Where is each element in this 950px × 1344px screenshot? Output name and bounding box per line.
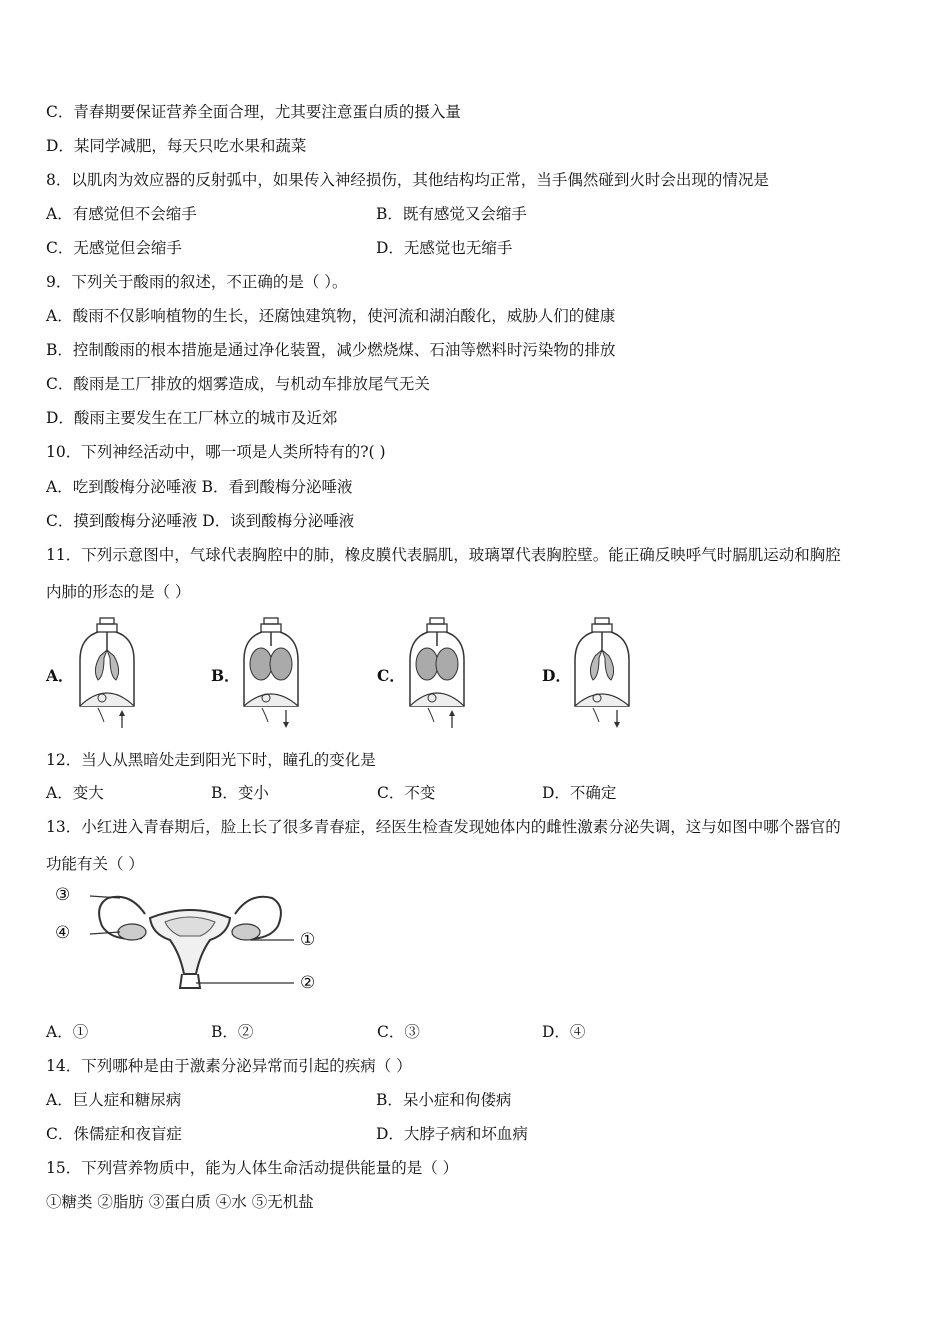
q9-option-b: B．控制酸雨的根本措施是通过净化装置，减少燃烧煤、石油等燃料时污染物的排放	[46, 341, 616, 359]
female-reproductive-diagram	[50, 884, 330, 998]
bell-jar-figure-d	[571, 616, 635, 730]
q14-option-d: D．大脖子病和坏血病	[376, 1125, 528, 1143]
q14-option-b: B．呆小症和佝偻病	[376, 1091, 512, 1109]
q9-option-c: C．酸雨是工厂排放的烟雾造成，与机动车排放尾气无关	[46, 375, 430, 393]
q8-option-d: D．无感觉也无缩手	[376, 239, 513, 257]
option-d-line: D．某同学减肥，每天只吃水果和蔬菜	[46, 137, 307, 155]
q9-option-d: D．酸雨主要发生在工厂林立的城市及近郊	[46, 409, 338, 427]
question-11: 11．下列示意图中，气球代表胸腔中的肺，橡皮膜代表膈肌，玻璃罩代表胸腔壁。能正确反映呼气时膈肌运动和胸腔	[46, 546, 841, 564]
bell-jar-figure-a	[76, 616, 140, 730]
diagram-label-3: ③	[55, 885, 71, 905]
question-9: 9．下列关于酸雨的叙述，不正确的是（ ）。	[46, 273, 348, 291]
q8-option-c: C．无感觉但会缩手	[46, 239, 182, 257]
option-c-line: C．青春期要保证营养全面合理，尤其要注意蛋白质的摄入量	[46, 103, 461, 121]
diagram-label-4: ④	[55, 923, 71, 943]
q9-option-a: A．酸雨不仅影响植物的生长，还腐蚀建筑物，使河流和湖泊酸化，威胁人们的健康	[46, 307, 616, 325]
diagram-label-2: ②	[300, 973, 316, 993]
diagram-label-1: ①	[300, 930, 316, 950]
question-11-cont: 内肺的形态的是（ ）	[46, 583, 191, 601]
question-10: 10．下列神经活动中，哪一项是人类所特有的?( )	[46, 443, 386, 461]
q12-option-b: B．变小	[211, 784, 269, 802]
question-13: 13．小红进入青春期后，脸上长了很多青春症，经医生检查发现她体内的雌性激素分泌失调，这与如图中哪个器官的	[46, 818, 841, 836]
q14-option-c: C．侏儒症和夜盲症	[46, 1125, 182, 1143]
q13-option-d: D．④	[542, 1023, 586, 1041]
q12-option-d: D．不确定	[542, 784, 617, 802]
q13-option-a: A．①	[46, 1023, 89, 1041]
bell-jar-figure-c	[406, 616, 470, 730]
q10-options-ab: A．吃到酸梅分泌唾液 B．看到酸梅分泌唾液	[46, 478, 353, 496]
bell-jar-figure-b	[240, 616, 304, 730]
q12-option-c: C．不变	[377, 784, 436, 802]
q11-label-a: A．	[46, 666, 74, 685]
q10-options-cd: C．摸到酸梅分泌唾液 D．谈到酸梅分泌唾液	[46, 512, 355, 530]
q15-items: ①糖类 ②脂肪 ③蛋白质 ④水 ⑤无机盐	[46, 1193, 314, 1211]
q8-option-a: A．有感觉但不会缩手	[46, 205, 197, 223]
q12-option-a: A．变大	[46, 784, 104, 802]
q13-option-b: B．②	[211, 1023, 254, 1041]
question-13-cont: 功能有关（ ）	[46, 855, 144, 873]
q14-option-a: A．巨人症和糖尿病	[46, 1091, 182, 1109]
q11-label-c: C．	[377, 666, 405, 685]
q8-option-b: B．既有感觉又会缩手	[376, 205, 527, 223]
q13-option-c: C．③	[377, 1023, 420, 1041]
question-12: 12．当人从黑暗处走到阳光下时，瞳孔的变化是	[46, 751, 376, 769]
q11-label-b: B．	[211, 666, 240, 685]
question-14: 14．下列哪种是由于激素分泌异常而引起的疾病（ ）	[46, 1057, 412, 1075]
q11-label-d: D．	[542, 666, 571, 685]
question-8: 8．以肌肉为效应器的反射弧中，如果传入神经损伤，其他结构均正常，当手偶然碰到火时会出现的情况是	[46, 171, 769, 189]
question-15: 15．下列营养物质中，能为人体生命活动提供能量的是（ ）	[46, 1159, 459, 1177]
